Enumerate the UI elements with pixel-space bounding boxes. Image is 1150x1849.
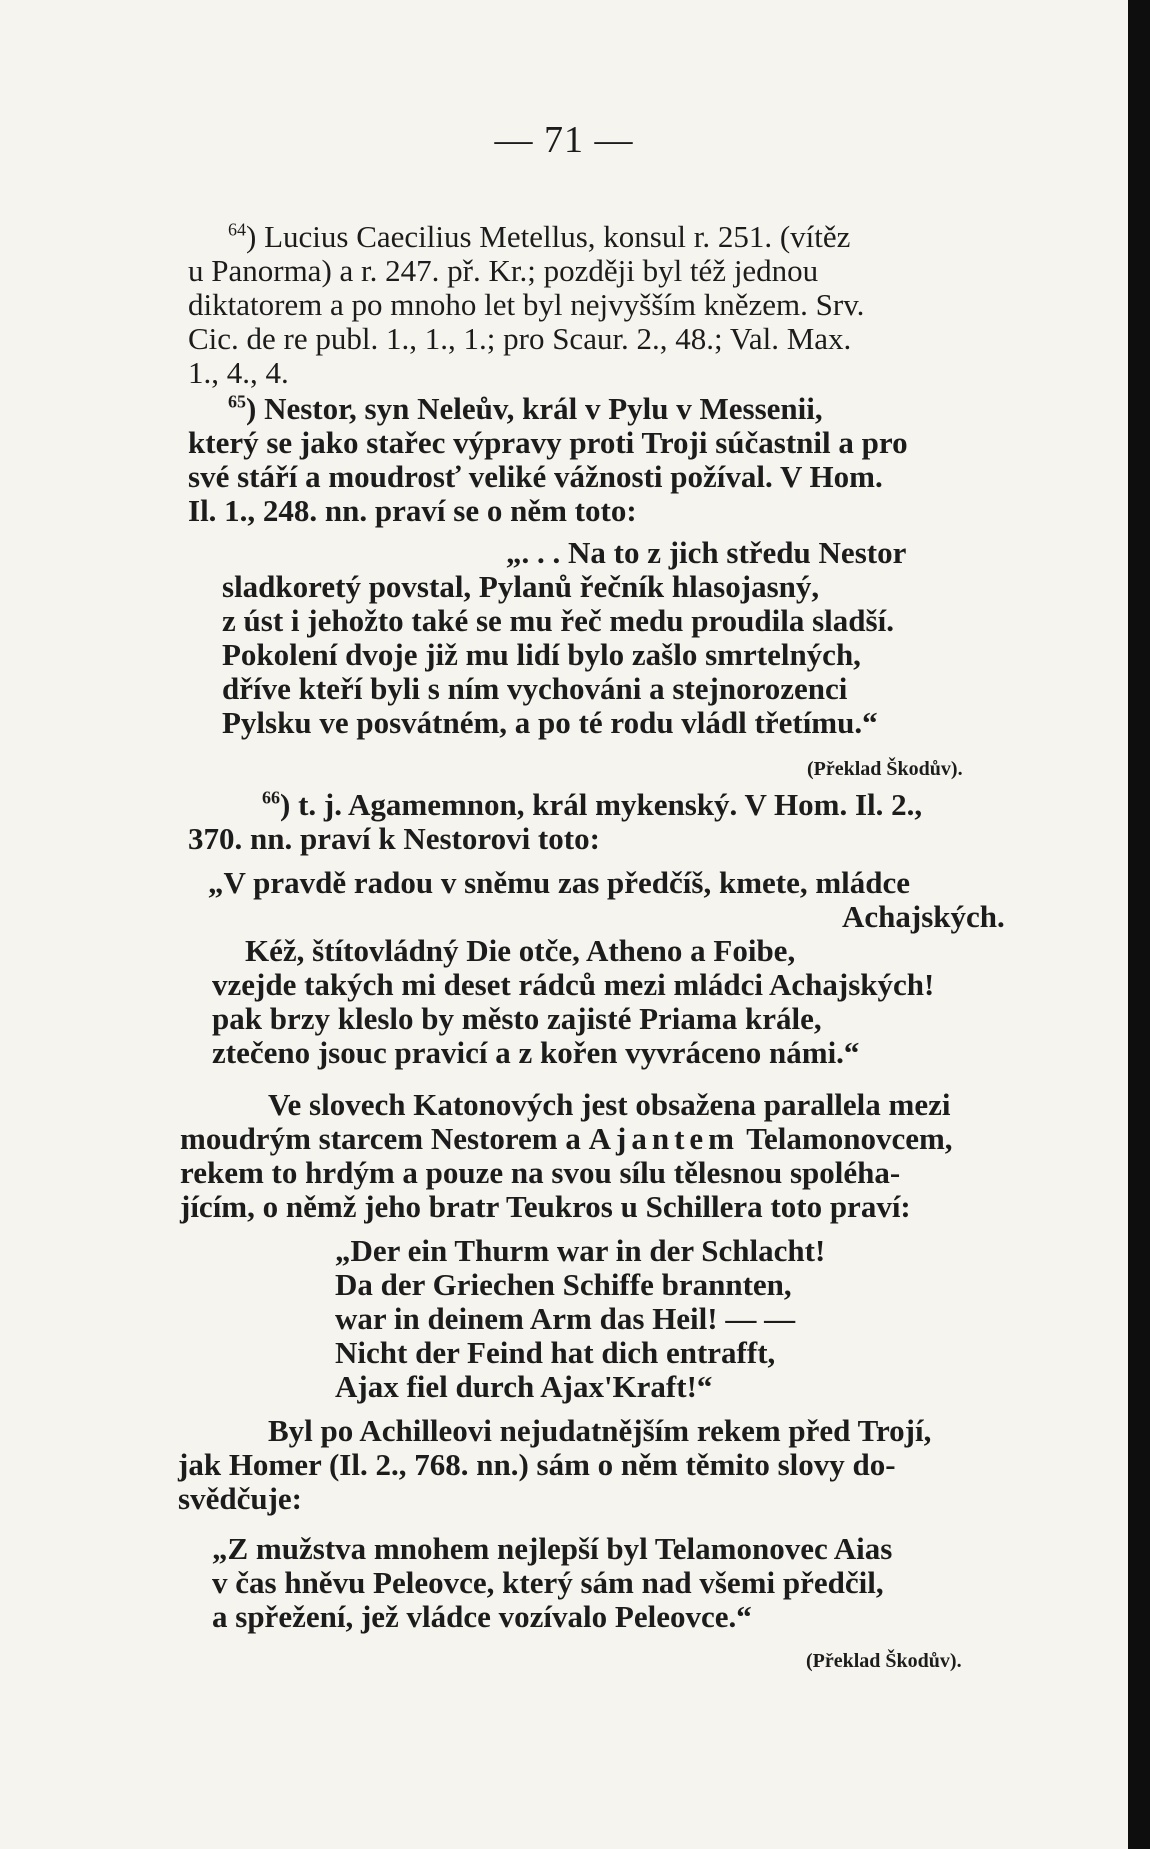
note-65-quote-line-5: dříve kteří byli s ním vychováni a stejnorozenci: [222, 671, 848, 706]
para-2-line-1: Byl po Achilleovi nejudatnějším rekem před Trojí,: [268, 1413, 932, 1448]
note-64-line-5: 1., 4., 4.: [188, 355, 289, 390]
homer-quote-line-1: „Z mužstva mnohem nejlepší byl Telamonovec Aias: [212, 1531, 893, 1566]
note-65-quote-line-3: z úst i jehožto také se mu řeč medu proudila sladší.: [222, 603, 894, 638]
note-64-line-4: Cic. de re publ. 1., 1., 1.; pro Scaur. 2., 48.; Val. Max.: [188, 321, 852, 356]
note-65-line-2: který se jako stařec výpravy proti Troji súčastnil a pro: [188, 425, 908, 460]
para-1-line-3: rekem to hrdým a pouze na svou sílu tělesnou spoléha-: [180, 1155, 901, 1190]
note-66-quote-line-1: „V pravdě radou v sněmu zas předčíš, kmete, mládce: [208, 865, 911, 900]
page-number: — 71 —: [494, 119, 634, 161]
schiller-quote-line-3: war in deinem Arm das Heil! — —: [335, 1301, 796, 1336]
schiller-quote-line-2: Da der Griechen Schiffe brannten,: [335, 1267, 792, 1302]
note-66-line-1: $^{66}$) t. j. Agamemnon, král mykenský. V Hom. Il. 2.,: [262, 787, 923, 822]
homer-quote-line-2: v čas hněvu Peleovce, který sám nad všemi předčil,: [212, 1565, 884, 1600]
note-66-quote-line-4: vzejde takých mi deset rádců mezi mládci Achajských!: [212, 967, 935, 1002]
homer-quote-line-3: a spřežení, jež vládce vozívalo Peleovce.“: [212, 1599, 752, 1634]
note-64-line-3: diktatorem a po mnoho let byl nejvyšším knězem. Srv.: [188, 287, 865, 322]
para-2-line-3: svědčuje:: [178, 1481, 302, 1516]
note-66-quote-line-6: ztečeno jsouc pravicí a z kořen vyvráceno námi.“: [212, 1035, 860, 1070]
scan-edge: [1128, 0, 1150, 1849]
schiller-quote-line-1: „Der ein Thurm war in der Schlacht!: [335, 1233, 826, 1268]
para-2-line-2: jak Homer (Il. 2., 768. nn.) sám o něm těmito slovy do-: [178, 1447, 896, 1482]
note-66-quote-line-5: pak brzy kleslo by město zajisté Priama krále,: [212, 1001, 822, 1036]
note-66-marker: 66: [262, 787, 280, 808]
schiller-quote-line-4: Nicht der Feind hat dich entrafft,: [335, 1335, 776, 1370]
note-65-quote-line-4: Pokolení dvoje již mu lidí bylo zašlo smrtelných,: [222, 637, 861, 672]
para-1-line-1: Ve slovech Katonových jest obsažena parallela mezi: [268, 1087, 951, 1122]
note-65-marker: 65: [228, 391, 246, 412]
note-64-line-1: $^{64}$) Lucius Caecilius Metellus, konsul r. 251. (vítěz: [228, 219, 851, 254]
note-65-quote-line-2: sladkoretý povstal, Pylanů řečník hlasojasný,: [222, 569, 820, 604]
note-64-line-2: u Panorma) a r. 247. př. Kr.; později byl též jednou: [188, 253, 819, 288]
para-1-line-2: moudrým starcem Nestorem a Ajantem Telamonovcem,: [180, 1121, 953, 1156]
schiller-quote-line-5: Ajax fiel durch Ajax'Kraft!“: [335, 1369, 713, 1404]
para-1-line-4: jícím, o němž jeho bratr Teukros u Schillera toto praví:: [180, 1189, 911, 1224]
note-66-quote-line-3: Kéž, štítovládný Die otče, Atheno a Foibe,: [245, 933, 796, 968]
note-65-credit: (Překlad Škodův).: [807, 758, 963, 780]
final-credit: (Překlad Škodův).: [806, 1650, 962, 1672]
note-66-line-2: 370. nn. praví k Nestorovi toto:: [188, 821, 600, 856]
note-65-line-1: $^{65}$) Nestor, syn Neleův, král v Pylu v Messenii,: [228, 391, 823, 426]
note-65-line-3: své stáří a moudrosť veliké vážnosti požíval. V Hom.: [188, 459, 883, 494]
spaced-name-ajantem: Ajantem: [588, 1121, 739, 1156]
note-65-line-4: Il. 1., 248. nn. praví se o něm toto:: [188, 493, 637, 528]
note-65-quote-line-6: Pylsku ve posvátném, a po té rodu vládl třetímu.“: [222, 705, 878, 740]
note-65-quote-line-1: „. . . Na to z jich středu Nestor: [506, 535, 907, 570]
note-64-marker: 64: [228, 219, 246, 240]
note-66-quote-line-2: Achajských.: [842, 899, 1005, 934]
